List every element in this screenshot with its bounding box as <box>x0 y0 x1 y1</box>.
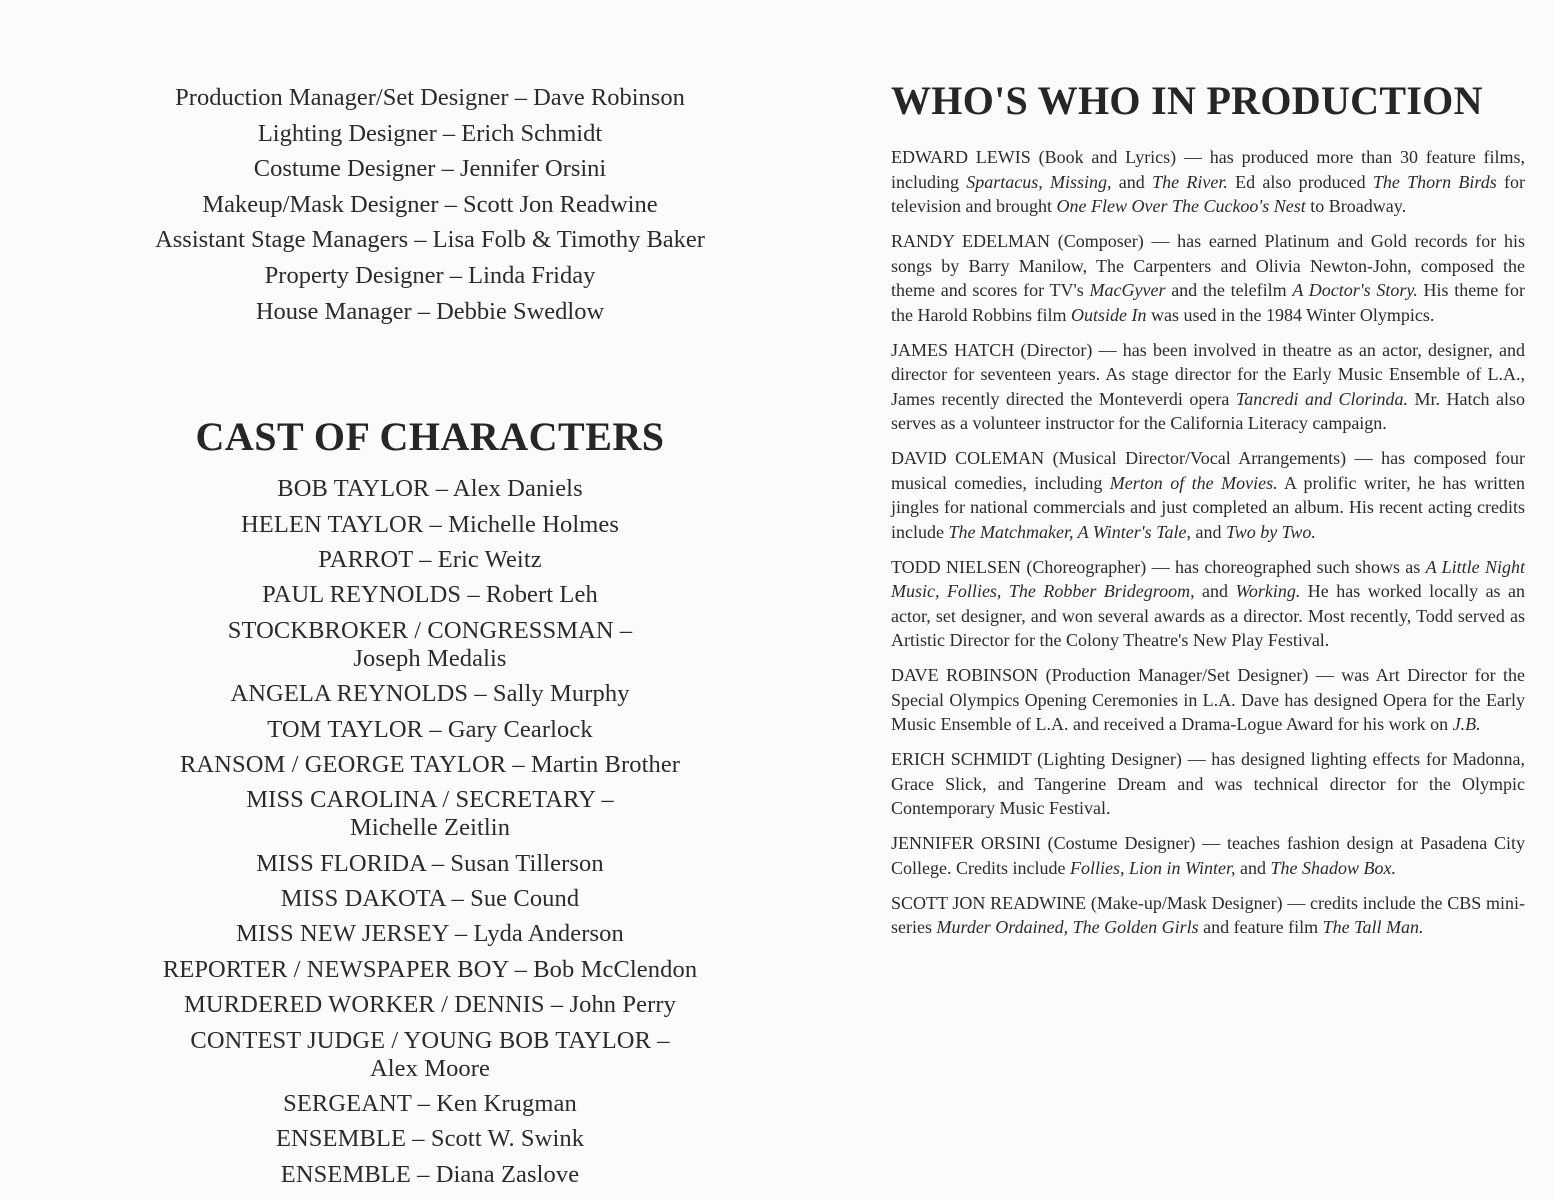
bio-text: — credits include the CBS mini-series <box>891 892 1525 937</box>
cast-separator: – <box>651 1026 670 1054</box>
cast-role: BOB TAYLOR <box>277 475 430 503</box>
cast-role: REPORTER / NEWSPAPER BOY <box>162 955 509 983</box>
cast-separator: – <box>544 991 570 1019</box>
whos-who-heading: WHO'S WHO IN PRODUCTION <box>891 78 1483 123</box>
cast-role: SERGEANT <box>283 1090 412 1118</box>
credit-line: Assistant Stage Managers – Lisa Folb & Timothy Baker <box>155 226 705 254</box>
cast-separator: – <box>506 750 532 778</box>
credit-line: House Manager – Debbie Swedlow <box>255 297 605 325</box>
bio-name: ERICH SCHMIDT <box>891 749 1032 769</box>
bio-title-italic: Outside In <box>1070 304 1147 325</box>
cast-entry <box>100 617 760 673</box>
cast-entry <box>100 1125 760 1153</box>
bio-title-italic: One Flew Over The Cuckoo's Nest <box>1056 196 1306 216</box>
cast-role: MISS CAROLINA / SECRETARY <box>246 786 596 814</box>
cast-entry <box>100 956 760 984</box>
bio-title-italic: Spartacus, Missing, <box>966 171 1112 192</box>
cast-entry <box>100 786 760 842</box>
cast-actor: Ken Krugman <box>436 1090 577 1118</box>
cast-actor: Robert Leh <box>485 581 598 609</box>
bio-text: A prolific writer, he has written jingles for national commercials and just completed an album. His recent acting credits include <box>891 472 1525 542</box>
cast-separator: – <box>425 849 451 877</box>
cast-entry <box>100 1161 760 1189</box>
cast-separator: – <box>448 920 474 948</box>
bio-paragraph <box>891 747 1525 821</box>
bio-title-italic: The Thorn Birds <box>1372 171 1497 192</box>
bio-title-italic: The Matchmaker, A Winter's Tale, <box>948 521 1192 542</box>
bio-credit: (Production Manager/Set Designer) <box>1045 665 1309 685</box>
bio-title-italic: Follies, Lion in Winter, <box>1069 857 1236 878</box>
bio-title-italic: Two by Two. <box>1226 521 1316 542</box>
cast-actor: Alex Moore <box>369 1054 491 1082</box>
cast-entry <box>100 751 760 779</box>
cast-entry <box>100 885 760 913</box>
bio-title-italic: J.B. <box>1452 714 1481 734</box>
bio-paragraph <box>891 663 1525 737</box>
bio-text: — has been involved in theatre as an actor, designer, and director for seventeen years. As stage director for the Early Music Ensemble of L.A., James recently directed the Monteverdi opera <box>891 339 1525 409</box>
bio-paragraph <box>891 145 1525 219</box>
bio-text: — has choreographed such shows as <box>1146 556 1426 577</box>
bio-name: SCOTT JON READWINE <box>891 892 1087 913</box>
bio-name: TODD NIELSEN <box>891 556 1021 577</box>
cast-role: MISS DAKOTA <box>280 885 446 913</box>
bio-text: and feature film <box>1198 917 1323 937</box>
cast-actor: Gary Cearlock <box>447 715 593 743</box>
cast-role: ENSEMBLE <box>280 1160 411 1188</box>
bio-text: — was Art Director for the Special Olympics Opening Ceremonies in L.A. Dave has designed Opera for the Early Music Ensemble of L.A. and received a Drama-Logue Award for his work on <box>891 665 1526 734</box>
bio-paragraph <box>891 338 1525 436</box>
cast-entry <box>100 1027 760 1083</box>
bio-credit: (Costume Designer) <box>1047 833 1196 853</box>
cast-role: MISS FLORIDA <box>256 849 426 877</box>
bio-credit: (Choreographer) <box>1026 556 1147 577</box>
cast-entry <box>100 680 760 708</box>
production-credits <box>100 80 760 329</box>
cast-entry <box>100 581 760 609</box>
cast-entry <box>100 546 760 574</box>
bio-text: — has composed four musical comedies, including <box>891 448 1526 493</box>
bio-title-italic: The Tall Man. <box>1322 917 1424 937</box>
bio-credit: (Make-up/Mask Designer) <box>1090 892 1283 913</box>
cast-role: TOM TAYLOR <box>267 715 424 743</box>
bio-credit: (Book and Lyrics) <box>1038 147 1177 167</box>
bio-text: — has produced more than 30 feature films, including <box>891 147 1526 192</box>
cast-entry <box>100 920 760 948</box>
bio-credit: (Lighting Designer) <box>1037 749 1182 769</box>
cast-separator: – <box>461 581 486 609</box>
bio-paragraph <box>891 555 1525 653</box>
bio-title-italic: The Shadow Box. <box>1270 857 1396 878</box>
cast-actor: Alex Daniels <box>452 475 583 503</box>
cast-separator: – <box>423 510 449 538</box>
cast-separator: – <box>406 1125 431 1153</box>
cast-separator: – <box>445 885 471 913</box>
cast-separator: – <box>423 715 448 743</box>
bio-title-italic: Working. <box>1235 581 1301 601</box>
bio-name: RANDY EDELMAN <box>891 231 1051 251</box>
cast-actor: Bob McClendon <box>533 955 698 983</box>
bio-text: and <box>1194 581 1236 601</box>
cast-entry <box>100 475 760 503</box>
bio-text: His theme for the Harold Robbins film <box>891 280 1525 325</box>
bio-name: JAMES HATCH <box>891 339 1015 360</box>
credit-line: Makeup/Mask Designer – Scott Jon Readwine <box>202 190 658 218</box>
cast-role: ANGELA REYNOLDS <box>230 680 469 708</box>
cast-actor: Lyda Anderson <box>473 920 624 948</box>
bio-text: — teaches fashion design at Pasadena City College. Credits include <box>891 833 1526 878</box>
bio-title-italic: Merton of the Movies. <box>1109 472 1278 493</box>
cast-actor: Joseph Medalis <box>353 644 507 672</box>
bio-name: JENNIFER ORSINI <box>891 833 1041 853</box>
cast-separator: – <box>429 475 453 503</box>
credit-line: Costume Designer – Jennifer Orsini <box>253 155 607 183</box>
right-column <box>891 78 1525 950</box>
bio-paragraph <box>891 446 1525 544</box>
cast-role: PARROT <box>318 545 413 573</box>
credit-line: Property Designer – Linda Friday <box>264 261 596 289</box>
cast-actor: Eric Weitz <box>437 545 542 573</box>
cast-actor: Martin Brother <box>531 750 681 778</box>
bio-credit: (Director) <box>1020 339 1093 360</box>
left-column <box>100 80 760 1196</box>
cast-role: ENSEMBLE <box>275 1125 407 1153</box>
bio-text: Ed also produced <box>1227 171 1373 192</box>
bio-credit: (Composer) <box>1057 231 1144 251</box>
bio-title-italic: A Little Night Music, Follies, The Robber Bridegroom, <box>891 556 1526 601</box>
bio-name: DAVE ROBINSON <box>891 665 1039 685</box>
cast-entry <box>100 991 760 1019</box>
cast-separator: – <box>468 680 493 708</box>
bio-text: for television and brought <box>891 171 1526 216</box>
bio-list <box>891 145 1525 940</box>
bio-credit: (Musical Director/Vocal Arrangements) <box>1052 448 1347 468</box>
cast-role: STOCKBROKER / CONGRESSMAN <box>227 616 614 644</box>
cast-actor: Michelle Zeitlin <box>349 814 511 842</box>
bio-title-italic: Murder Ordained, The Golden Girls <box>936 917 1199 937</box>
cast-separator: – <box>411 1090 437 1118</box>
cast-role: MISS NEW JERSEY <box>236 920 449 948</box>
cast-actor: Scott W. Swink <box>430 1125 585 1153</box>
bio-text: and <box>1111 171 1153 192</box>
bio-paragraph <box>891 891 1525 940</box>
bio-name: DAVID COLEMAN <box>891 448 1045 468</box>
cast-list <box>100 475 760 1189</box>
cast-separator: – <box>412 545 438 573</box>
cast-separator: – <box>595 786 614 814</box>
bio-text: — has earned Platinum and Gold records for his songs by Barry Manilow, The Carpenters and Olivia Newton-John, composed the theme and scores for TV's <box>891 231 1526 300</box>
cast-role: HELEN TAYLOR <box>240 510 424 538</box>
cast-entry <box>100 511 760 539</box>
bio-text: — has designed lighting effects for Madonna, Grace Slick, and Tangerine Dream and was technical director for the Olympic Contemporary Music Festival. <box>891 749 1526 818</box>
cast-actor: Sally Murphy <box>492 680 630 708</box>
cast-actor: Diana Zaslove <box>435 1160 580 1188</box>
bio-text: Mr. Hatch also serves as a volunteer instructor for the California Literacy campaign. <box>891 388 1526 433</box>
cast-role: MURDERED WORKER / DENNIS <box>184 991 545 1019</box>
cast-role: CONTEST JUDGE / YOUNG BOB TAYLOR <box>190 1026 652 1054</box>
cast-heading: CAST OF CHARACTERS <box>195 414 665 460</box>
bio-title-italic: MacGyver <box>1089 280 1166 300</box>
cast-actor: Sue Cound <box>470 885 580 913</box>
credit-line: Production Manager/Set Designer – Dave Robinson <box>175 84 685 111</box>
bio-paragraph <box>891 229 1525 327</box>
bio-name: EDWARD LEWIS <box>891 147 1031 167</box>
cast-actor: John Perry <box>569 991 676 1019</box>
bio-text: and the telefilm <box>1165 280 1293 300</box>
cast-role: PAUL REYNOLDS <box>262 581 462 609</box>
cast-separator: – <box>508 955 534 983</box>
cast-entry <box>100 1090 760 1118</box>
bio-title-italic: A Doctor's Story. <box>1292 280 1418 300</box>
bio-text: He has worked locally as an actor, set designer, and won several awards as a director. Most recently, Todd served as Artistic Director for the Colony Theatre's New Play Festival. <box>891 581 1526 650</box>
cast-separator: – <box>410 1160 436 1188</box>
bio-text: and <box>1191 521 1227 542</box>
bio-title-italic: The River. <box>1152 171 1228 192</box>
bio-title-italic: Tancredi and Clorinda. <box>1235 388 1409 409</box>
cast-entry <box>100 716 760 744</box>
credit-line: Lighting Designer – Erich Schmidt <box>257 119 603 147</box>
cast-role: RANSOM / GEORGE TAYLOR <box>179 750 507 778</box>
bio-text: and <box>1235 857 1271 878</box>
cast-entry <box>100 850 760 878</box>
cast-separator: – <box>613 616 633 644</box>
bio-text: was used in the 1984 Winter Olympics. <box>1146 304 1435 325</box>
cast-actor: Michelle Holmes <box>448 510 620 538</box>
bio-text: to Broadway. <box>1305 196 1407 216</box>
bio-paragraph <box>891 831 1525 880</box>
cast-actor: Susan Tillerson <box>450 849 604 877</box>
